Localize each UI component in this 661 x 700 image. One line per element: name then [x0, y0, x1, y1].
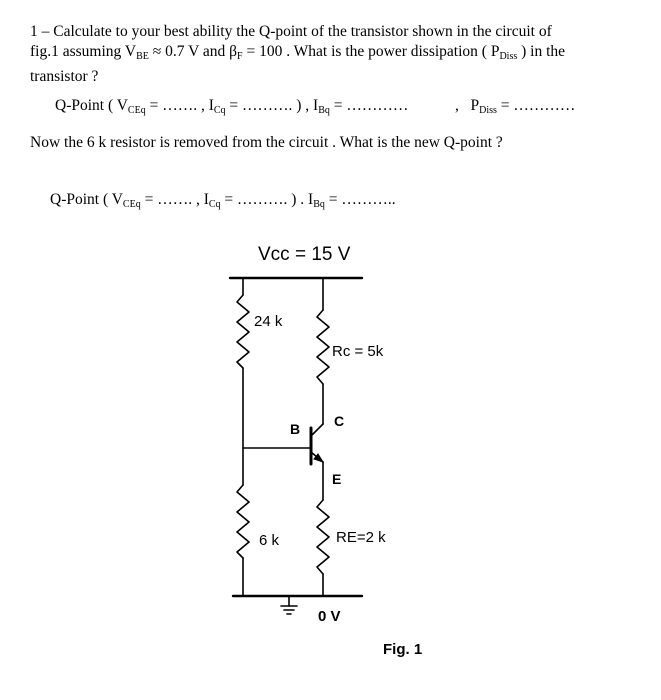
r2-label: 6 k — [259, 532, 280, 549]
qp1-vce-fill: = ……. , I — [145, 97, 214, 114]
r1-label: 24 k — [254, 313, 283, 330]
emitter-label: E — [332, 471, 342, 487]
qp1-pdiss: P — [470, 97, 480, 114]
qp2-ibq-fill: = ……….. — [324, 191, 396, 208]
qp1-ibq-sub: Bq — [318, 105, 330, 116]
qp1-vce-sub: CEq — [127, 105, 146, 116]
r1-resistor — [237, 295, 249, 368]
qp1-sep: , — [455, 97, 459, 114]
re-resistor — [317, 500, 329, 574]
beta-subscript: F — [237, 51, 243, 62]
qp2-vce-sub: CEq — [122, 199, 141, 210]
qp1-prefix: Q-Point ( V — [55, 97, 128, 114]
qp2-icq-fill: = ………. ) . I — [220, 191, 314, 208]
q-text-2c: = 100 . What is the power dissipation ( P — [242, 43, 500, 60]
pdiss-subscript: Diss — [499, 51, 518, 62]
question-2: Now the 6 k resistor is removed from the circuit . What is the new Q-point ? — [30, 134, 503, 151]
q-text-2a: fig.1 assuming V — [30, 43, 137, 60]
qp1-icq-sub: Cq — [213, 105, 226, 116]
q-text-2d: ) in the — [517, 43, 566, 60]
base-label: B — [290, 421, 301, 437]
qp2-icq-sub: Cq — [208, 199, 221, 210]
ground-label: 0 V — [318, 608, 341, 625]
question-line-1: 1 – Calculate to your best ability the Q-point of the transistor shown in the circuit of — [30, 23, 552, 40]
rc-resistor — [317, 310, 329, 384]
question-line-3: transistor ? — [30, 68, 99, 85]
re-label: RE=2 k — [336, 529, 386, 546]
collector-label: C — [334, 413, 345, 429]
vcc-label: Vcc = 15 V — [258, 244, 351, 265]
rc-label: Rc = 5k — [332, 343, 384, 360]
qp2-ibq-sub: Bq — [313, 199, 325, 210]
qp2-vce-fill: = ……. , I — [140, 191, 209, 208]
q-text-2b: ≈ 0.7 V and β — [148, 43, 238, 60]
r2-resistor — [237, 485, 249, 558]
collector-lead — [311, 424, 323, 436]
qp1-pdiss-sub: Diss — [479, 105, 497, 116]
qp2-prefix: Q-Point ( V — [50, 191, 123, 208]
qp1-icq-fill: = ………. ) , I — [225, 97, 319, 114]
qp1-pdiss-fill: = ………… — [496, 97, 576, 114]
qp1-ibq-fill: = ………… — [329, 97, 409, 114]
vbe-subscript: BE — [136, 51, 149, 62]
figure-caption: Fig. 1 — [383, 641, 423, 658]
